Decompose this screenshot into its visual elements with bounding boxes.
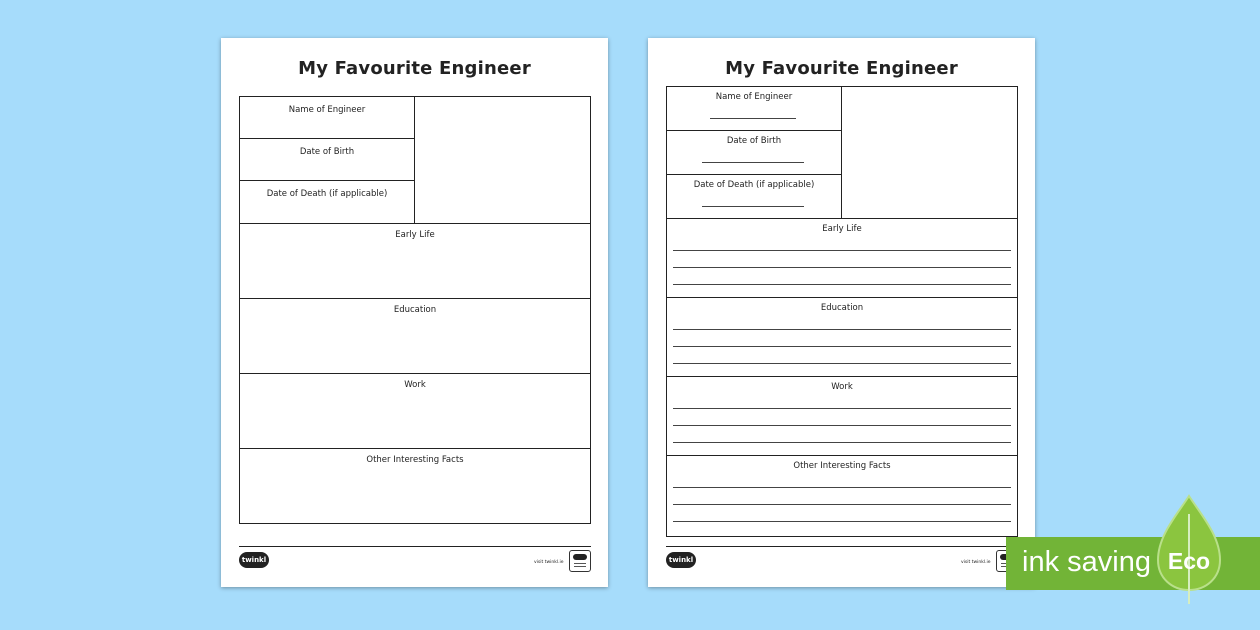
worksheet-title: My Favourite Engineer [298, 58, 531, 79]
write-line [702, 206, 804, 207]
write-line [673, 346, 1011, 347]
worksheet-preview-lined [648, 38, 1035, 587]
facts-section [239, 448, 591, 524]
ink-saving-label: ink saving [1022, 546, 1151, 578]
write-line [673, 425, 1011, 426]
education-label: Education [820, 303, 864, 313]
write-line [702, 162, 804, 163]
birth-field-label: Date of Birth [726, 136, 782, 146]
curriculum-badge-icon [569, 550, 591, 572]
work-label: Work [404, 380, 426, 390]
twinkl-logo: twinkl [239, 552, 269, 568]
footer-rule [239, 546, 591, 547]
name-field-label: Name of Engineer [715, 92, 793, 102]
worksheet-preview-plain [221, 38, 608, 587]
birth-field-box [666, 130, 842, 175]
write-line [673, 487, 1011, 488]
education-label: Education [393, 305, 437, 315]
write-line [673, 250, 1011, 251]
facts-label: Other Interesting Facts [793, 461, 891, 471]
eco-label: Eco [1167, 548, 1211, 574]
work-label: Work [831, 382, 853, 392]
birth-field-box [239, 138, 415, 181]
facts-section [666, 455, 1018, 537]
work-section [239, 373, 591, 449]
education-section [666, 297, 1018, 377]
name-field-box [666, 86, 842, 131]
write-line [673, 363, 1011, 364]
education-section [239, 298, 591, 374]
portrait-box [841, 86, 1018, 219]
write-line [673, 442, 1011, 443]
early-life-section [239, 223, 591, 299]
early-life-label: Early Life [395, 230, 435, 240]
visit-text: visit twinkl.ie [534, 560, 564, 565]
name-field-box [239, 96, 415, 139]
write-line [710, 118, 796, 119]
twinkl-logo: twinkl [666, 552, 696, 568]
worksheet-title: My Favourite Engineer [725, 58, 958, 79]
eco-leaf-icon [1154, 494, 1224, 606]
write-line [673, 329, 1011, 330]
visit-text: visit twinkl.ie [961, 560, 991, 565]
name-field-label: Name of Engineer [288, 105, 366, 115]
work-section [666, 376, 1018, 456]
footer-rule [666, 546, 1018, 547]
death-field-label: Date of Death (if applicable) [266, 189, 388, 199]
write-line [673, 521, 1011, 522]
write-line [673, 504, 1011, 505]
write-line [673, 284, 1011, 285]
early-life-section [666, 218, 1018, 298]
death-field-box [239, 180, 415, 224]
early-life-label: Early Life [822, 224, 862, 234]
facts-label: Other Interesting Facts [366, 455, 464, 465]
birth-field-label: Date of Birth [299, 147, 355, 157]
write-line [673, 408, 1011, 409]
write-line [673, 267, 1011, 268]
death-field-box [666, 174, 842, 219]
portrait-box [414, 96, 591, 224]
death-field-label: Date of Death (if applicable) [693, 180, 815, 190]
